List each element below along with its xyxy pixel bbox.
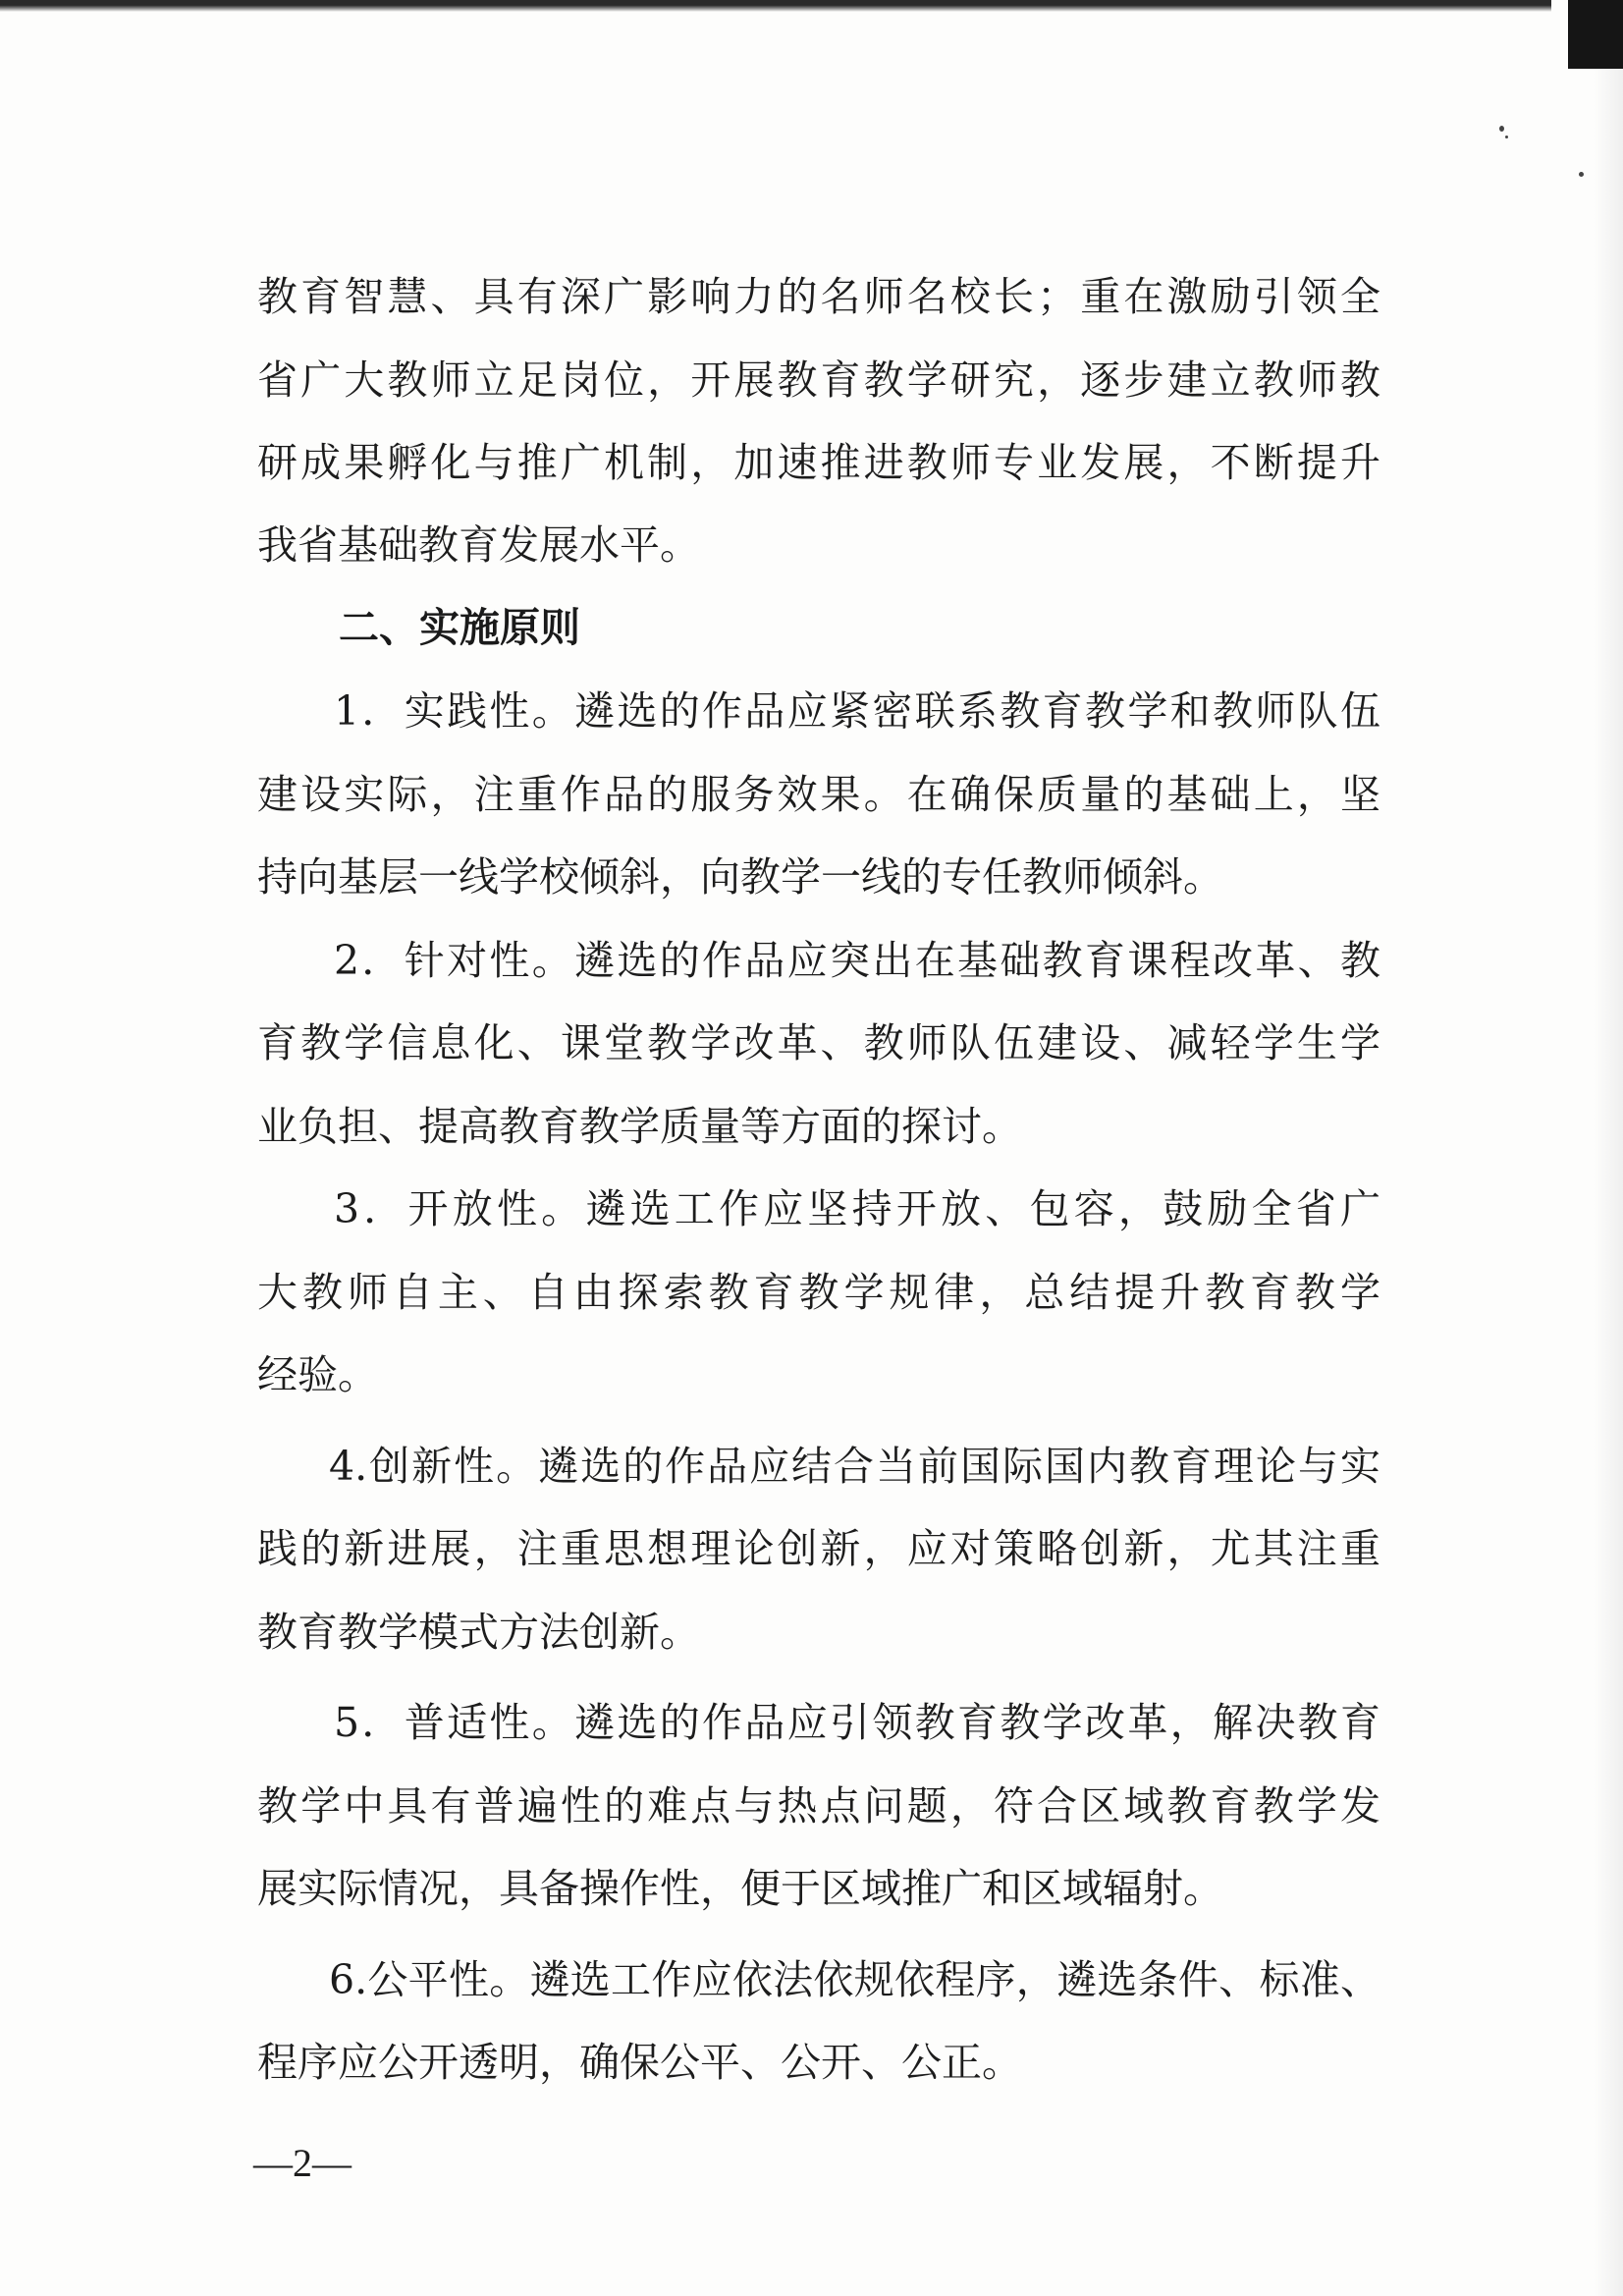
section-heading: 二、实施原则 [339, 604, 580, 651]
paragraph-line: 大教师自主、自由探索教育教学规律，总结提升教育教学 [257, 1269, 1380, 1316]
scan-edge-top [0, 0, 1551, 12]
scan-edge-shadow [1594, 69, 1623, 2296]
paragraph-line: 省广大教师立足岗位，开展教育教学研究，逐步建立教师教 [257, 356, 1380, 404]
scan-speck [1579, 172, 1584, 177]
paragraph-line: 4.创新性。遴选的作品应结合当前国际国内教育理论与实 [329, 1443, 1380, 1490]
paragraph-line: 教育教学模式方法创新。 [257, 1609, 700, 1656]
paragraph-line: 践的新进展，注重思想理论创新，应对策略创新，尤其注重 [257, 1525, 1380, 1572]
paragraph-line: 持向基层一线学校倾斜，向教学一线的专任教师倾斜。 [257, 853, 1223, 901]
paragraph-line: 2．针对性。遴选的作品应突出在基础教育课程改革、教 [334, 937, 1380, 984]
paragraph-line: 育教学信息化、课堂教学改革、教师队伍建设、减轻学生学 [257, 1019, 1380, 1066]
scan-speck [1505, 136, 1508, 138]
paragraph-line: 建设实际，注重作品的服务效果。在确保质量的基础上，坚 [257, 771, 1380, 818]
paragraph-line: 业负担、提高教育教学质量等方面的探讨。 [257, 1103, 1022, 1150]
paragraph-line: 我省基础教育发展水平。 [257, 521, 700, 569]
scan-speck [1499, 126, 1504, 132]
paragraph-line: 展实际情况，具备操作性，便于区域推广和区域辐射。 [257, 1865, 1223, 1912]
page-number: —2— [253, 2141, 352, 2185]
paragraph-line: 研成果孵化与推广机制，加速推进教师专业发展，不断提升 [257, 439, 1380, 486]
paragraph-line: 1．实践性。遴选的作品应紧密联系教育教学和教师队伍 [334, 687, 1380, 735]
paragraph-line: 经验。 [257, 1351, 378, 1398]
paragraph-line: 6.公平性。遴选工作应依法依规依程序，遴选条件、标准、 [329, 1956, 1380, 2003]
paragraph-line: 程序应公开透明，确保公平、公开、公正。 [257, 2039, 1022, 2086]
scan-edge-corner [1568, 0, 1623, 69]
paragraph-line: 教学中具有普遍性的难点与热点问题，符合区域教育教学发 [257, 1782, 1380, 1830]
paragraph-line: 3．开放性。遴选工作应坚持开放、包容，鼓励全省广 [334, 1185, 1380, 1232]
paragraph-line: 5．普适性。遴选的作品应引领教育教学改革，解决教育 [334, 1699, 1380, 1746]
paragraph-line: 教育智慧、具有深广影响力的名师名校长；重在激励引领全 [257, 273, 1380, 320]
